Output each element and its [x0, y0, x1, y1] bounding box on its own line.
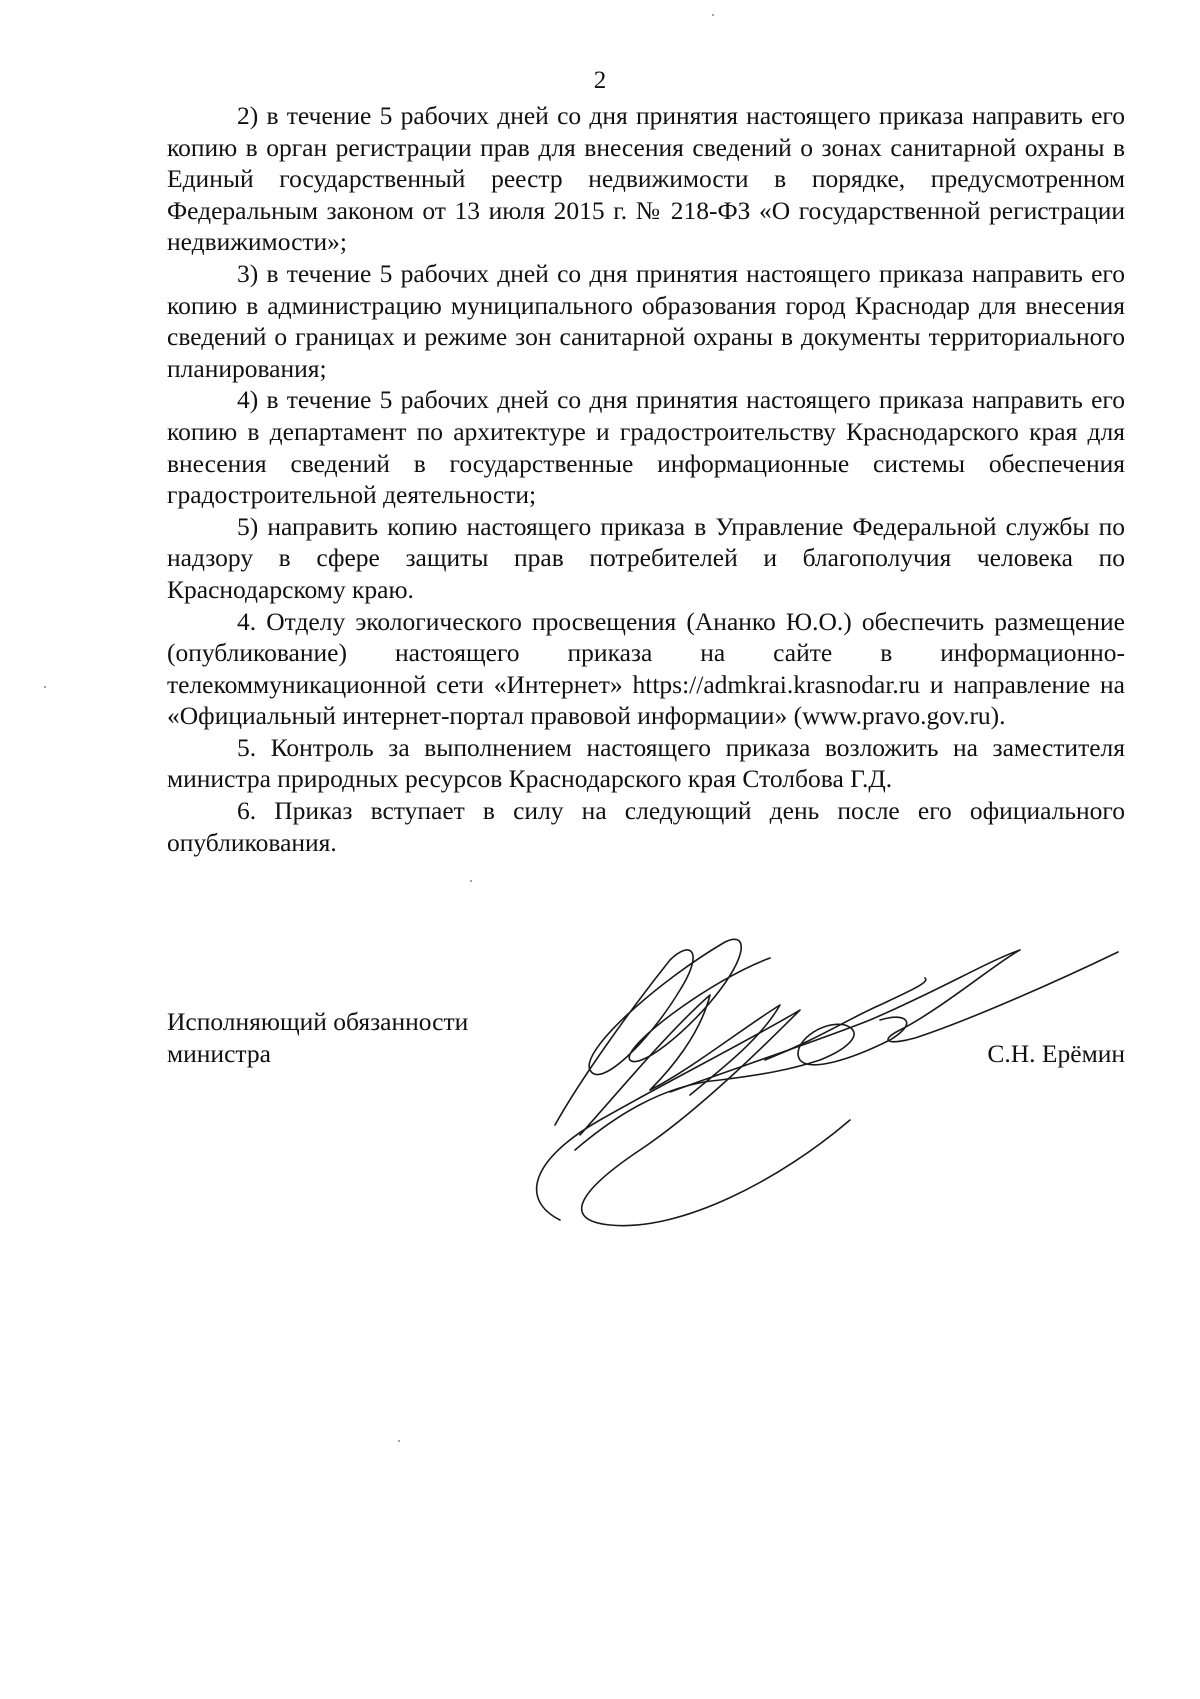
- scan-speck: [712, 14, 714, 16]
- paragraph-item-4: 4) в течение 5 рабочих дней со дня принятия настоящего приказа направить его копию в департамент по архитектуре и градостроительству Краснодарского края для внесения сведений в государственные информационные системы обеспечения градостроительной деятельности;: [167, 385, 1125, 510]
- paragraph-clause-4: 4. Отделу экологического просвещения (Ананко Ю.О.) обеспечить размещение (опубликование) настоящего приказа на сайте в информационно-телекоммуникационной сети «Интернет» https://admkrai.krasnodar.ru и направление на «Официальный интернет-портал правовой информации» (www.pravo.gov.ru).: [167, 606, 1125, 731]
- paragraph-clause-6: 6. Приказ вступает в силу на следующий день после его официального опубликования.: [167, 796, 1125, 857]
- paragraph-item-5: 5) направить копию настоящего приказа в Управление Федеральной службы по надзору в сфере защиты прав потребителей и благополучия человека по Краснодарскому краю.: [167, 511, 1125, 604]
- signatory-title: [167, 1006, 468, 1070]
- paragraph-item-3: 3) в течение 5 рабочих дней со дня принятия настоящего приказа направить его копию в администрацию муниципального образования город Краснодар для внесения сведений о границах и режиме зон санитарной охраны в документы территориального планирования;: [167, 258, 1125, 383]
- document-body: [167, 100, 1125, 858]
- scan-speck: [398, 1440, 400, 1442]
- signatory-title-line-1: Исполняющий обязанности: [167, 1007, 469, 1036]
- handwritten-signature: [520, 920, 1140, 1240]
- paragraph-item-2: 2) в течение 5 рабочих дней со дня принятия настоящего приказа направить его копию в орган регистрации прав для внесения сведений о зонах санитарной охраны в Единый государственный реестр недвижимости в порядке, предусмотренном Федеральным законом от 13 июля 2015 г. № 218-ФЗ «О государственной регистрации недвижимости»;: [167, 101, 1125, 257]
- page-number: 2: [593, 67, 607, 94]
- paragraph-clause-5: 5. Контроль за выполнением настоящего приказа возложить на заместителя министра природных ресурсов Краснодарского края Столбова Г.Д.: [167, 732, 1125, 794]
- signatory-title-line-2: министра: [167, 1039, 271, 1068]
- signatory-name: С.Н. Ерёмин: [987, 1039, 1125, 1068]
- scan-speck: [470, 880, 472, 882]
- scan-speck: [44, 686, 46, 688]
